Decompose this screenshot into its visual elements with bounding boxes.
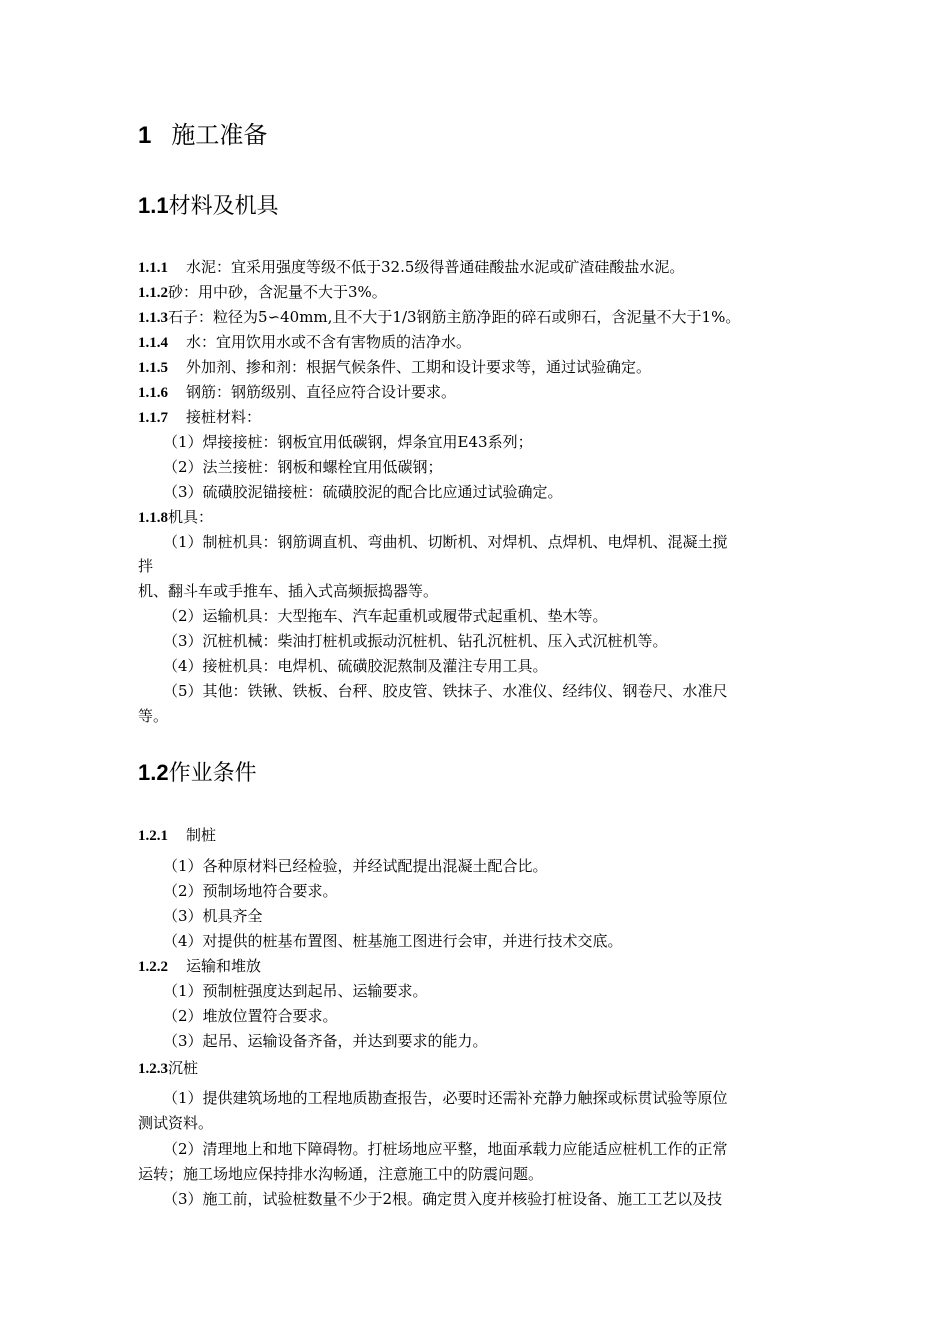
clause-text: 运输和堆放 bbox=[186, 957, 262, 975]
clause-number: 1.2.3 bbox=[138, 1061, 168, 1077]
clause-number: 1.1.3 bbox=[138, 310, 168, 326]
clause-text: 机具： bbox=[168, 508, 214, 526]
list-item: （1）提供建筑场地的工程地质勘查报告，必要时还需补充静力触探或标贯试验等原位 bbox=[163, 1089, 728, 1107]
clause-1-1-2 bbox=[138, 282, 387, 303]
clause-number: 1.1.2 bbox=[138, 285, 168, 301]
list-item-continuation: 机、翻斗车或手推车、插入式高频振捣器等。 bbox=[138, 582, 439, 600]
clause-number: 1.2.1 bbox=[138, 828, 168, 844]
clause-text: 砂：用中砂，含泥量不大于3%。 bbox=[168, 283, 387, 301]
clause-text: 石子：粒径为5∽40mm,且不大于1/3钢筋主筋净距的碎石或卵石，含泥量不大于1%。 bbox=[168, 308, 741, 326]
list-item-continuation: 测试资料。 bbox=[138, 1114, 214, 1132]
clause-1-1-4 bbox=[138, 332, 471, 353]
clause-number: 1.1.1 bbox=[138, 260, 168, 276]
clause-text: 制桩 bbox=[186, 826, 217, 844]
list-item: （1）制桩机具：钢筋调直机、弯曲机、切断机、对焊机、点焊机、电焊机、混凝土搅 bbox=[163, 533, 728, 551]
clause-text: 水：宜用饮用水或不含有害物质的洁净水。 bbox=[186, 333, 472, 351]
list-item: （2）预制场地符合要求。 bbox=[163, 882, 338, 900]
list-item: （2）清理地上和地下障碍物。打桩场地应平整，地面承载力应能适应桩机工作的正常 bbox=[163, 1140, 728, 1158]
list-item-continuation: 拌 bbox=[138, 557, 154, 575]
clause-text: 水泥：宜采用强度等级不低于32.5级得普通硅酸盐水泥或矿渣硅酸盐水泥。 bbox=[186, 258, 685, 276]
list-item: （3）硫磺胶泥锚接桩：硫磺胶泥的配合比应通过试验确定。 bbox=[163, 483, 563, 501]
clause-text: 外加剂、掺和剂：根据气候条件、工期和设计要求等，通过试验确定。 bbox=[186, 358, 652, 376]
list-item: （1）焊接接桩：钢板宜用低碳钢，焊条宜用E43系列； bbox=[163, 433, 533, 451]
clause-1-1-3 bbox=[138, 307, 740, 328]
clause-1-1-5 bbox=[138, 357, 651, 378]
list-item: （4）接桩机具：电焊机、硫磺胶泥熬制及灌注专用工具。 bbox=[163, 657, 548, 675]
list-item: （2）法兰接桩：钢板和螺栓宜用低碳钢； bbox=[163, 458, 443, 476]
clause-1-2-3 bbox=[138, 1058, 198, 1079]
clause-1-2-1 bbox=[138, 825, 216, 846]
clause-1-2-2 bbox=[138, 956, 261, 977]
clause-text: 沉桩 bbox=[168, 1059, 199, 1077]
list-item-continuation: 等。 bbox=[138, 707, 169, 725]
list-item: （3）沉桩机械：柴油打桩机或振动沉桩机、钻孔沉桩机、压入式沉桩机等。 bbox=[163, 632, 668, 650]
heading-1 bbox=[138, 121, 267, 150]
heading-number: 1.2 bbox=[138, 760, 169, 785]
clause-1-1-1 bbox=[138, 257, 684, 278]
clause-number: 1.1.7 bbox=[138, 410, 168, 426]
clause-number: 1.2.2 bbox=[138, 959, 168, 975]
clause-number: 1.1.6 bbox=[138, 385, 168, 401]
list-item: （3）起吊、运输设备齐备，并达到要求的能力。 bbox=[163, 1032, 488, 1050]
list-item: （2）运输机具：大型拖车、汽车起重机或履带式起重机、垫木等。 bbox=[163, 607, 608, 625]
list-item: （2）堆放位置符合要求。 bbox=[163, 1007, 338, 1025]
list-item: （1）各种原材料已经检验，并经试配提出混凝土配合比。 bbox=[163, 857, 548, 875]
list-item: （5）其他：铁锹、铁板、台秤、胶皮管、铁抹子、水准仪、经纬仪、钢卷尺、水准尺 bbox=[163, 682, 728, 700]
clause-number: 1.1.8 bbox=[138, 510, 168, 526]
heading-1-1 bbox=[138, 193, 279, 220]
clause-text: 接桩材料： bbox=[186, 408, 262, 426]
list-item: （3）机具齐全 bbox=[163, 907, 263, 925]
heading-number: 1 bbox=[138, 122, 152, 149]
list-item: （4）对提供的桩基布置图、桩基施工图进行会审，并进行技术交底。 bbox=[163, 932, 623, 950]
clause-number: 1.1.4 bbox=[138, 335, 168, 351]
heading-number: 1.1 bbox=[138, 193, 169, 218]
list-item: （1）预制桩强度达到起吊、运输要求。 bbox=[163, 982, 428, 1000]
list-item: （3）施工前，试验桩数量不少于2根。确定贯入度并核验打桩设备、施工工艺以及技 bbox=[163, 1190, 723, 1208]
heading-text: 作业条件 bbox=[168, 761, 257, 786]
heading-1-2 bbox=[138, 760, 257, 787]
list-item-continuation: 运转；施工场地应保持排水沟畅通，注意施工中的防震问题。 bbox=[138, 1165, 544, 1183]
heading-text: 材料及机具 bbox=[168, 194, 279, 219]
heading-text: 施工准备 bbox=[171, 121, 268, 149]
clause-1-1-6 bbox=[138, 382, 456, 403]
clause-1-1-8 bbox=[138, 507, 213, 528]
clause-1-1-7 bbox=[138, 407, 261, 428]
clause-text: 钢筋：钢筋级别、直径应符合设计要求。 bbox=[186, 383, 457, 401]
clause-number: 1.1.5 bbox=[138, 360, 168, 376]
